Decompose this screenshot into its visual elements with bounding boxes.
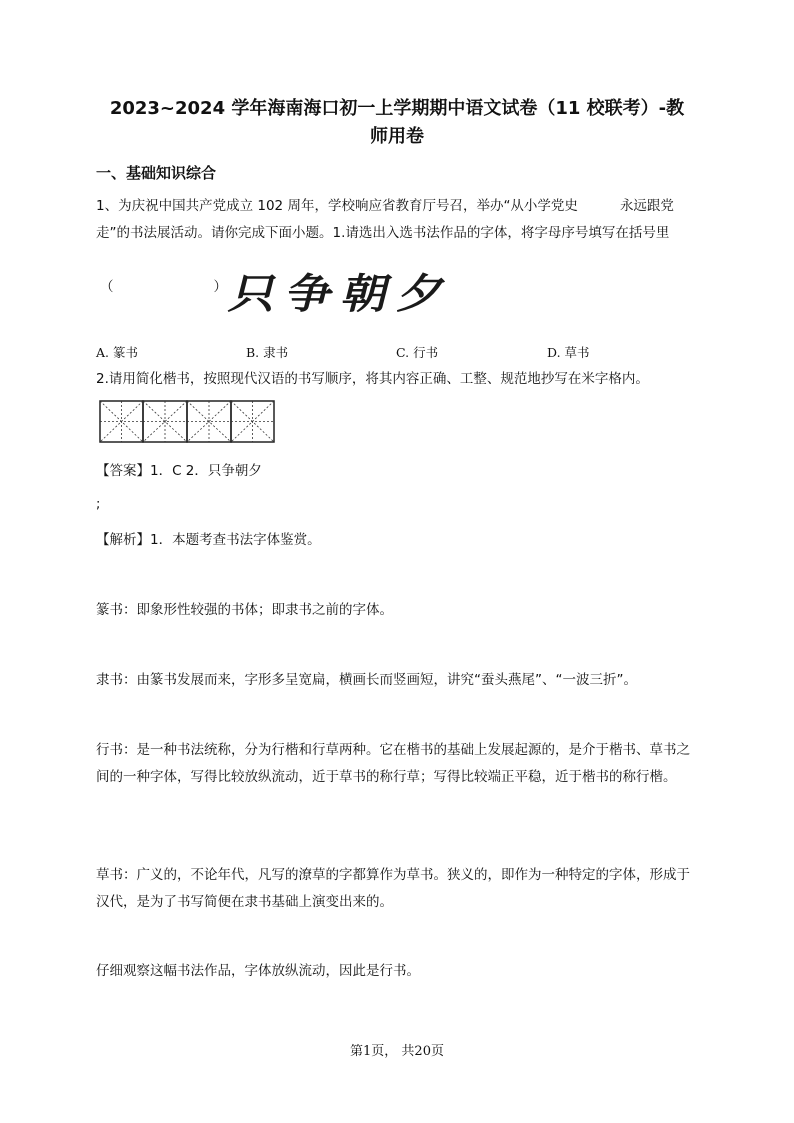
paragraph-lishu: 隶书：由篆书发展而来，字形多呈宽扁，横画长而竖画短，讲究“蚕头燕尾”、“一波三折”。 <box>96 672 637 688</box>
option-c: C. 行书 <box>396 345 439 360</box>
question-1-text <box>96 193 698 247</box>
title-line-2: 师用卷 <box>370 126 424 147</box>
question-1-text-part2: 永远跟党走”的书法展活动。请你完成下面小题。1.请选出入选书法作品的字体，将字母序号填写在括号里 <box>96 198 674 241</box>
page-title <box>70 95 724 151</box>
calligraphy-artwork: 只争朝夕 <box>225 269 462 318</box>
analysis-heading: 【解析】1．本题考查书法字体鉴赏。 <box>96 532 321 548</box>
paragraph-caoshu: 草书：广义的，不论年代，凡写的潦草的字都算作为草书。狭义的，即作为一种特定的字体，形成于汉代，是为了书写简便在隶书基础上演变出来的。 <box>96 867 690 910</box>
paragraph-zhuanshu: 篆书：即象形性较强的书体；即隶书之前的字体。 <box>96 602 393 618</box>
question-1-text-part1: 1、为庆祝中国共产党成立 102 周年，学校响应省教育厅号召，举办“从小学党史 <box>96 198 578 214</box>
section-heading: 一、基础知识综合 <box>96 164 217 182</box>
option-b: B. 隶书 <box>246 345 289 360</box>
answer-line: 【答案】1．C 2．只争朝夕 <box>96 463 262 479</box>
option-d: D. 草书 <box>547 345 590 360</box>
question-2-text: 2.请用简化楷书，按照现代汉语的书写顺序，将其内容正确、工整、规范地抄写在米字格内。 <box>96 371 649 387</box>
semicolon: ; <box>96 497 101 512</box>
page-footer: 第1页， 共20页 <box>350 1044 444 1059</box>
paragraph-xingshu: 行书：是一种书法统称，分为行楷和行草两种。它在楷书的基础上发展起源的，是介于楷书、草书之间的一种字体，写得比较放纵流动，近于草书的称行草；写得比较端正平稳，近于楷书的称行楷。 <box>96 742 690 785</box>
answer-parentheses <box>100 275 227 295</box>
option-a: A. 篆书 <box>96 345 138 360</box>
paragraph-conclusion: 仔细观察这幅书法作品，字体放纵流动，因此是行书。 <box>96 963 420 979</box>
paren-open: （ <box>100 279 114 295</box>
title-line-1: 2023~2024 学年海南海口初一上学期期中语文试卷（11 校联考）-教 <box>109 98 685 119</box>
paren-close: ） <box>213 279 227 295</box>
mizi-grid <box>99 400 275 443</box>
